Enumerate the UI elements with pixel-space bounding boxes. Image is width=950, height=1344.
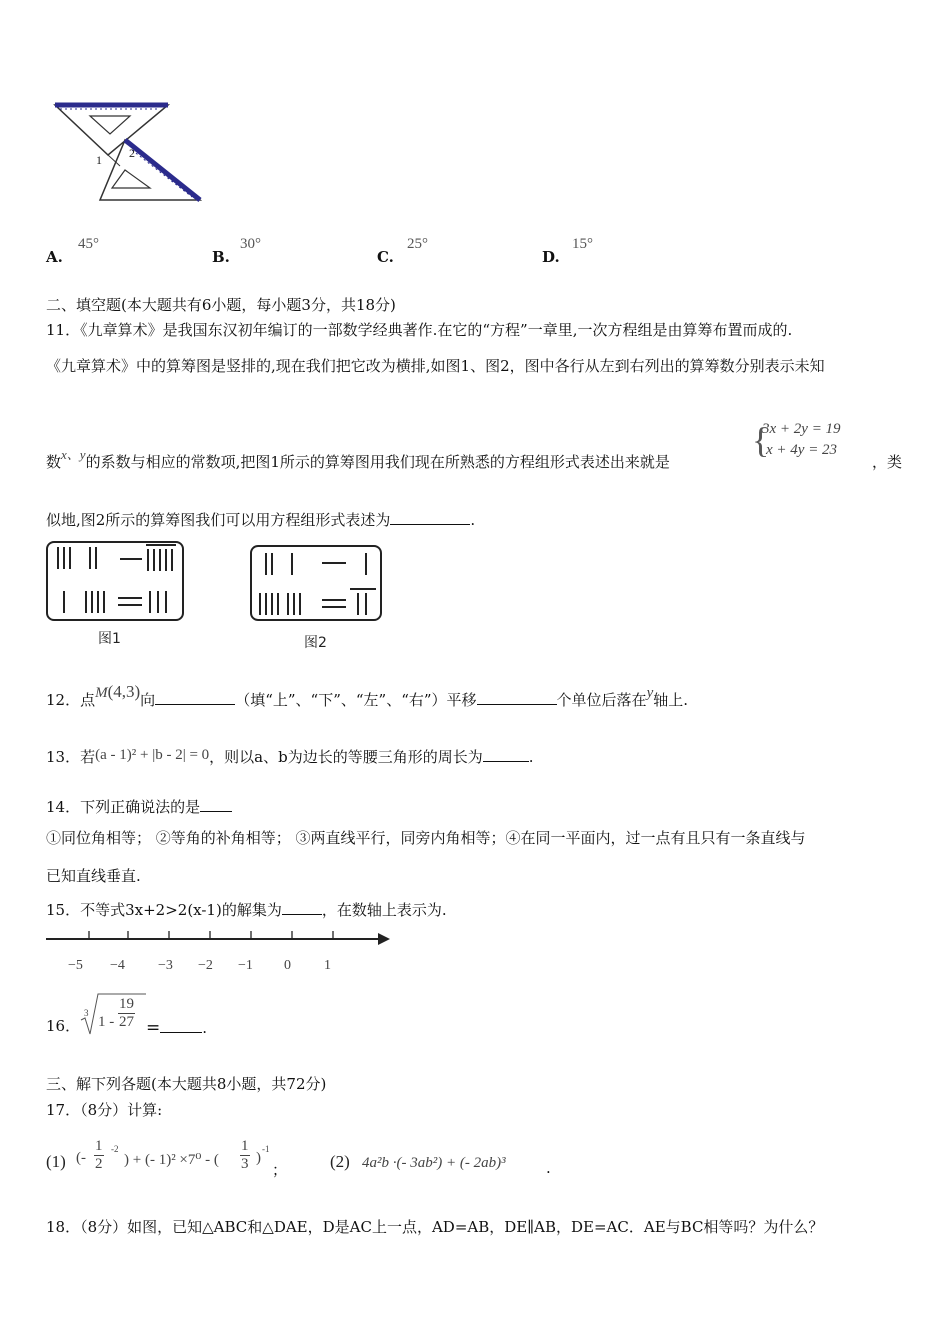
q12-axis: y: [646, 685, 654, 701]
q17-p2-label: (2): [330, 1152, 350, 1171]
q17-title: 17．（8分）计算:: [46, 1101, 163, 1119]
q11-line3-pre: 数: [46, 453, 62, 471]
angle-1-label: 1: [96, 153, 102, 167]
q15-answer-blank[interactable]: [282, 898, 322, 915]
q17-p1-frac2: [240, 1138, 250, 1173]
q13-answer-blank[interactable]: [483, 745, 529, 762]
option-a-value: 45°: [78, 236, 99, 252]
q12-units-blank[interactable]: [477, 688, 557, 705]
tick-label-neg2: −2: [198, 958, 213, 973]
q18-text: 18．（8分）如图，已知△ABC和△DAE，D是AC上一点，AD=AB，DE∥AB，DE=AC．AE与BC相等吗？为什么？: [46, 1218, 824, 1236]
q11-eq2: x + 4y = 23: [766, 442, 838, 458]
q17-p2-end: .: [546, 1159, 551, 1177]
number-line: [44, 928, 394, 948]
option-a-label: A.: [46, 248, 63, 266]
q17-p1-b: ) + (- 1)² ×7⁰ - (: [124, 1152, 219, 1168]
figure-1-rods: [46, 541, 184, 621]
q17-p2-expr: 4a²b ·(- 3ab²) + (- 2ab)³: [362, 1155, 506, 1171]
figure-1-caption: 图1: [98, 631, 121, 647]
tick-label-neg3: −3: [158, 958, 173, 973]
q16-answer-blank[interactable]: [160, 1016, 202, 1033]
q13-post: ，则以a、b为边长的等腰三角形的周长为: [209, 748, 483, 766]
q14-answer-blank[interactable]: [200, 795, 232, 812]
option-d-value: 15°: [572, 236, 593, 252]
q12-post: 轴上.: [653, 691, 689, 709]
q16-root-index: 3: [84, 1008, 89, 1018]
q15: [46, 898, 447, 920]
tick-label-0: 0: [284, 958, 291, 973]
q12-mid1: 向: [140, 691, 156, 709]
angle-2-label: 2: [129, 146, 135, 160]
q11-line3-mid: 的系数与相应的常数项,把图1所示的算筹图用我们现在所熟悉的方程组形式表述出来就是: [85, 453, 670, 471]
number-line-arrow-icon: [378, 933, 390, 945]
option-c-label: C.: [377, 248, 394, 266]
brace-icon: {: [752, 420, 770, 460]
q13-pre: 13．若: [46, 748, 96, 766]
q11-equation-system: [752, 420, 867, 462]
q11-eq1: 3x + 2y = 19: [762, 421, 841, 437]
q13: [46, 745, 533, 768]
q12-mid2: （填“上”、“下”、“左”、“右”）平移: [235, 691, 477, 709]
q11-line4-text: 似地,图2所示的算筹图我们可以用方程组形式表述为: [46, 511, 391, 529]
figure-2-caption: 图2: [304, 635, 327, 651]
option-b-value: 30°: [240, 236, 261, 252]
set-squares-figure: [50, 100, 210, 210]
q16-tail: [146, 1016, 207, 1038]
q17-p1-frac1-den: 2: [95, 1156, 103, 1172]
q16-fraction: [118, 996, 135, 1031]
q11-line1: 11．《九章算术》是我国东汉初年编订的一部数学经典著作.在它的“方程”一章里,一次方程组是由算筹布置而成的.: [46, 321, 793, 339]
q15-post: ，在数轴上表示为.: [321, 901, 447, 919]
q16-eq: =: [146, 1018, 161, 1038]
section2-title: 二、填空题(本大题共有6小题，每小题3分，共18分): [46, 296, 396, 314]
q12-mid3: 个单位后落在: [556, 691, 647, 709]
q16-numerator: 19: [119, 996, 134, 1012]
q14-line1-text: 14．下列正确说法的是: [46, 798, 201, 816]
q12-point: M: [95, 685, 108, 701]
section3-title: 三、解下列各题(本大题共8小题，共72分): [46, 1075, 327, 1093]
q14-line1: [46, 795, 232, 817]
q17-p1-c: ): [256, 1150, 261, 1166]
q12-coords: (4,3): [107, 682, 141, 701]
q17-p1-sep: ；: [272, 1161, 288, 1179]
q14-line2: ①同位角相等； ②等角的补角相等； ③两直线平行，同旁内角相等；④在同一平面内，过一点有且只有一条直线与: [46, 829, 806, 847]
q17-p1-label: (1): [46, 1152, 66, 1171]
tick-label-neg1: −1: [238, 958, 253, 973]
q11-vars: x、y: [61, 447, 86, 462]
q12: [46, 682, 689, 711]
q12-direction-blank[interactable]: [155, 688, 235, 705]
q14-line3: 已知直线垂直.: [46, 867, 141, 885]
q17-p1-frac1-num: 1: [95, 1138, 103, 1154]
q11-line3-post: ，类: [872, 453, 903, 471]
q17-p1-frac2-den: 3: [241, 1156, 249, 1172]
q13-expr: (a - 1)² + |b - 2| = 0: [95, 747, 210, 763]
upper-set-square: [55, 105, 168, 155]
q15-pre: 15．不等式3x+2>2(x-1)的解集为: [46, 901, 282, 919]
q11-answer-blank[interactable]: [390, 508, 470, 525]
q11-line4-end: .: [470, 511, 476, 529]
figure-2-rods: [250, 545, 382, 621]
q17-p1-a: (-: [76, 1150, 86, 1166]
q17-p1-exp2: -1: [262, 1144, 270, 1154]
q17-p1-exp1: -2: [111, 1144, 119, 1154]
tick-label-neg5: −5: [68, 958, 83, 973]
q16-one: 1 -: [98, 1014, 115, 1030]
q16-end: .: [202, 1019, 208, 1037]
q16-denominator: 27: [119, 1014, 134, 1030]
q17-p1-frac1: [94, 1138, 104, 1173]
q13-end: .: [528, 748, 534, 766]
q11-line2: 《九章算术》中的算筹图是竖排的,现在我们把它改为横排,如图1、图2，图中各行从左到右列出的算筹数分别表示未知: [46, 357, 825, 375]
q17-p1-frac2-num: 1: [241, 1138, 249, 1154]
option-b-label: B.: [212, 248, 230, 266]
option-d-label: D.: [542, 248, 560, 266]
option-c-value: 25°: [407, 236, 428, 252]
q11-line4: [46, 508, 475, 530]
q16-pre: 16．: [46, 1017, 81, 1035]
tick-label-neg4: −4: [110, 958, 125, 973]
q11-line3: [46, 447, 670, 473]
tick-label-1: 1: [324, 958, 331, 973]
q12-pre: 12．点: [46, 691, 96, 709]
